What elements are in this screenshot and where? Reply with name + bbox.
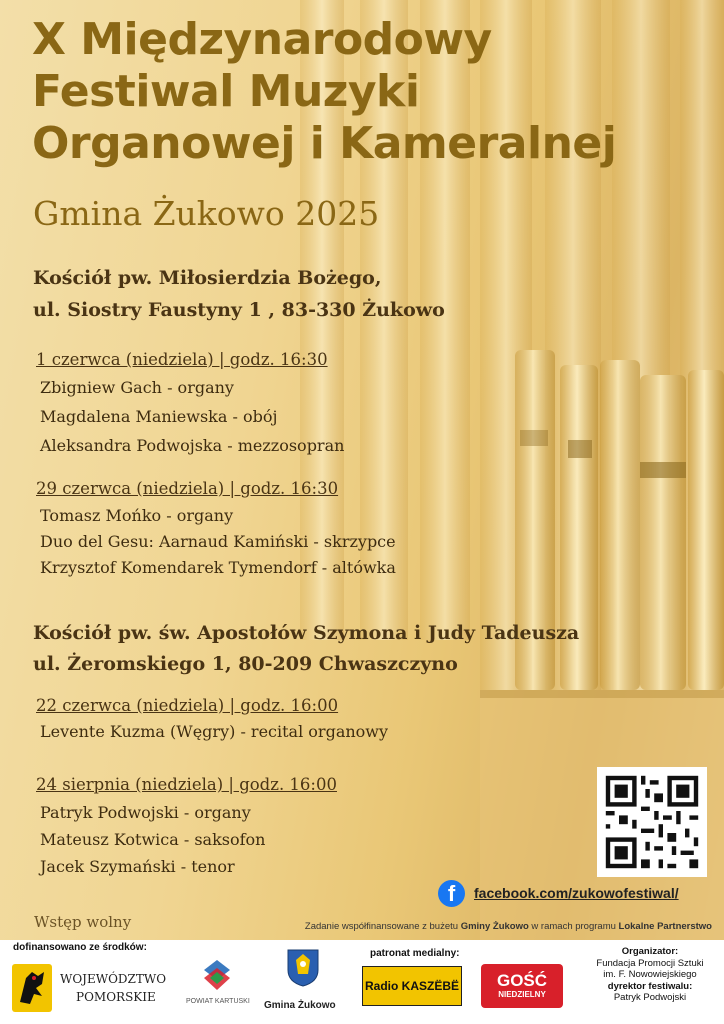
woj-line-1: WOJEWÓDZTWO [60,972,167,986]
funded-label: dofinansowano ze środków: [13,942,147,953]
performer: Levente Kuzma (Węgry) - recital organowy [40,722,389,741]
cofinancing-middle: w ramach programu [528,921,619,932]
cofinancing-note [305,921,712,932]
woj-line-2: POMORSKIE [76,990,156,1004]
performer: Patryk Podwojski - organy [40,803,251,822]
festival-title-line-2: Festiwal Muzyki [32,66,420,117]
performer: Zbigniew Gach - organy [40,378,234,397]
performer: Mateusz Kotwica - saksofon [40,830,266,849]
facebook-url[interactable]: facebook.com/zukowofestiwal/ [474,885,679,901]
concert-date: 24 sierpnia (niedziela) | godz. 16:00 [36,775,337,794]
performer: Krzysztof Komendarek Tymendorf - altówka [40,558,396,577]
cofinancing-program: Lokalne Partnerstwo [618,921,712,932]
radio-kaszebe-logo [362,966,462,1006]
festival-subtitle: Gmina Żukowo 2025 [33,194,380,233]
gosc-niedzielny-logo [481,964,563,1008]
festival-title-line-1: X Międzynarodowy [32,14,492,65]
concert-date: 22 czerwca (niedziela) | godz. 16:00 [36,696,339,715]
cofinancing-prefix: Zadanie współfinansowane z bużetu [304,921,461,932]
director-name: Patryk Podwojski [613,992,687,1003]
director-label: dyrektor festiwalu: [607,980,693,992]
cofinancing-gmina: Gminy Żukowo [460,921,529,932]
venue-2-name: Kościół pw. św. Apostołów Szymona i Judy Tadeusza [33,622,580,644]
concert-date: 1 czerwca (niedziela) | godz. 16:30 [36,350,328,369]
facebook-icon: f [438,880,465,907]
qr-code[interactable] [597,767,707,877]
pomorskie-griffin-icon [12,964,52,1012]
concert-date: 29 czerwca (niedziela) | godz. 16:30 [36,479,339,498]
radio-label: Radio KASZËBË [364,979,459,993]
sponsor-footer [0,940,724,1024]
organizer-block [584,946,716,1004]
admission-note: Wstęp wolny [34,913,132,931]
performer: Tomasz Mońko - organy [40,506,234,525]
performer: Aleksandra Podwojska - mezzosopran [40,436,345,455]
facebook-link[interactable] [438,878,679,908]
powiat-label: POWIAT KARTUSKI [186,998,250,1005]
venue-1-address: ul. Siostry Faustyny 1 , 83-330 Żukowo [33,299,445,321]
performer: Duo del Gesu: Aarnaud Kamiński - skrzypce [40,532,396,551]
organizer-label: Organizator: [621,946,679,957]
performer: Magdalena Maniewska - obój [40,407,278,426]
venue-2-address: ul. Żeromskiego 1, 80-209 Chwaszczyno [33,653,458,675]
performer: Jacek Szymański - tenor [40,857,235,876]
media-label: patronat medialny: [370,948,460,959]
powiat-kartuski-logo-icon [202,958,232,992]
venue-1-name: Kościół pw. Miłosierdzia Bożego, [33,267,382,289]
festival-title-line-3: Organowej i Kameralnej [32,118,617,169]
gosc-line-2: NIEDZIELNY [498,990,546,999]
gmina-zukowo-crest-icon [286,948,320,988]
organizer-line-1: Fundacja Promocji Sztuki [596,957,704,969]
gmina-label: Gmina Żukowo [264,1000,336,1011]
organizer-line-2: im. F. Nowowiejskiego [603,969,697,980]
qr-code-icon [597,767,707,877]
gosc-line-1: GOŚĆ [496,971,548,990]
